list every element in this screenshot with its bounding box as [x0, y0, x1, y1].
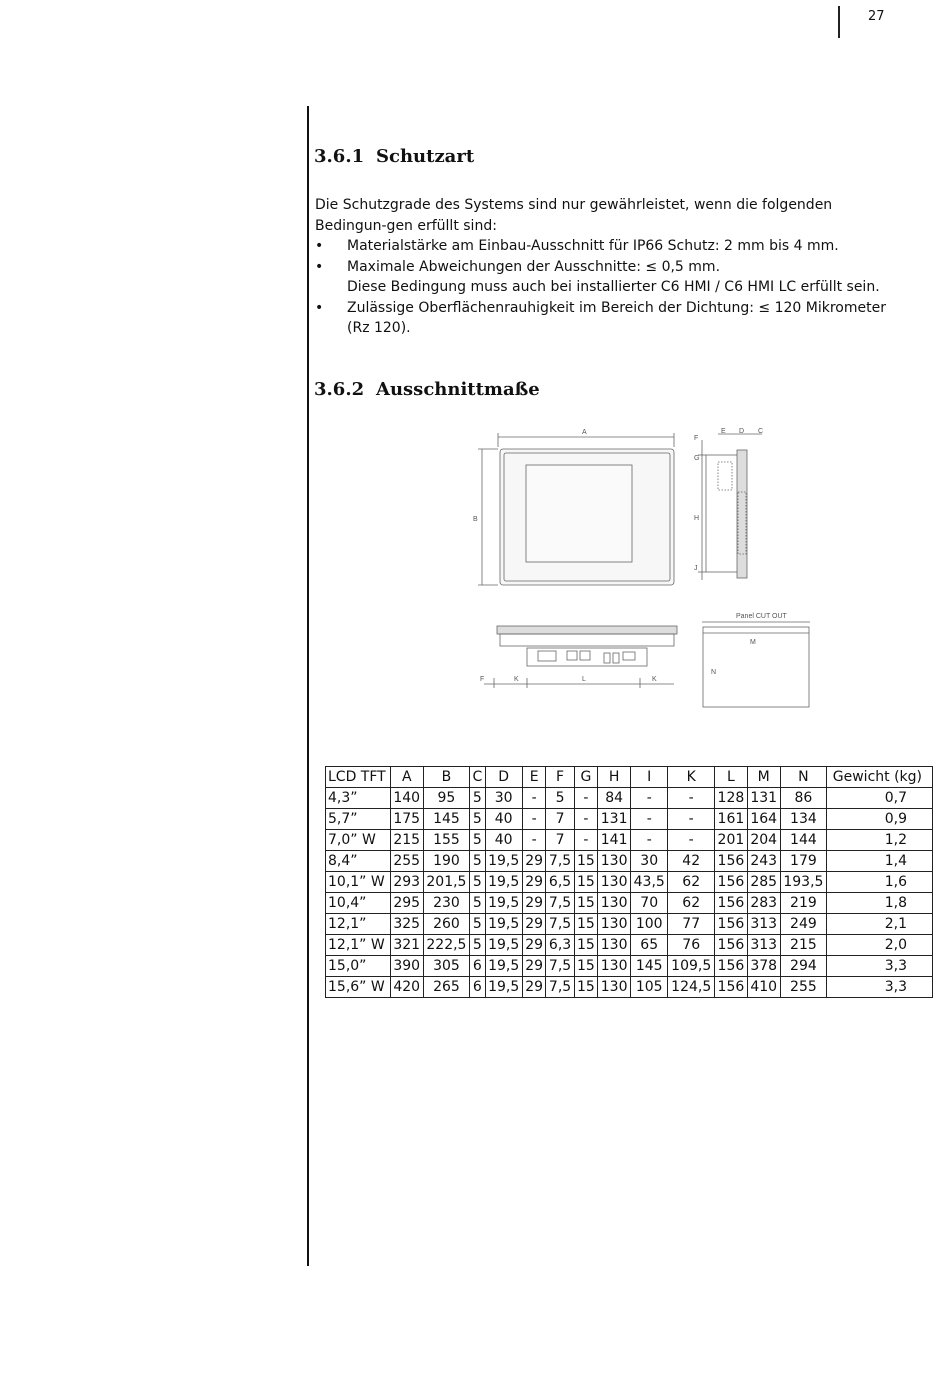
table-cell: 29: [522, 914, 546, 935]
section-title: Ausschnittmaße: [376, 379, 540, 400]
table-cell: 29: [522, 851, 546, 872]
table-cell: 156: [715, 977, 748, 998]
column-header: B: [423, 767, 470, 788]
column-header: L: [715, 767, 748, 788]
column-header: M: [747, 767, 780, 788]
table-row: [326, 788, 933, 809]
table-row: [326, 956, 933, 977]
table-cell: 313: [747, 914, 780, 935]
table-cell: 2,0: [827, 935, 933, 956]
cutout-title: Panel CUT OUT: [736, 613, 787, 620]
dimension-label-m: M: [750, 639, 756, 646]
table-header-row: [326, 767, 933, 788]
table-cell: 6,5: [546, 872, 574, 893]
column-header: K: [668, 767, 715, 788]
table-cell: -: [668, 788, 715, 809]
table-cell: 6,3: [546, 935, 574, 956]
table-cell: 15: [574, 851, 598, 872]
table-cell: -: [574, 809, 598, 830]
table-cell: 12,1”: [326, 914, 391, 935]
table-row: [326, 830, 933, 851]
table-cell: 130: [598, 893, 631, 914]
table-cell: 4,3”: [326, 788, 391, 809]
table-cell: 161: [715, 809, 748, 830]
column-header: D: [485, 767, 522, 788]
column-header: F: [546, 767, 574, 788]
table-cell: 294: [780, 956, 827, 977]
table-cell: 243: [747, 851, 780, 872]
table-cell: 10,4”: [326, 893, 391, 914]
table-row: [326, 872, 933, 893]
table-cell: 5: [470, 914, 485, 935]
table-cell: 128: [715, 788, 748, 809]
header-divider: [838, 6, 840, 38]
table-cell: 62: [668, 893, 715, 914]
table-cell: -: [631, 809, 668, 830]
table-cell: 62: [668, 872, 715, 893]
table-cell: 145: [631, 956, 668, 977]
table-cell: 15,6” W: [326, 977, 391, 998]
table-cell: 390: [390, 956, 423, 977]
column-header: E: [522, 767, 546, 788]
table-cell: 30: [631, 851, 668, 872]
dimension-label-h: H: [694, 515, 700, 522]
table-cell: 19,5: [485, 977, 522, 998]
table-cell: 65: [631, 935, 668, 956]
table-cell: 131: [747, 788, 780, 809]
dimensions-table: [325, 766, 933, 998]
table-cell: 156: [715, 956, 748, 977]
table-cell: 1,2: [827, 830, 933, 851]
table-cell: 145: [423, 809, 470, 830]
dimension-label-a: A: [582, 429, 587, 436]
bullet-item: • Materialstärke am Einbau-Ausschnitt für IP66 Schutz: 2 mm bis 4 mm.: [315, 236, 890, 257]
table-body: [326, 788, 933, 998]
table-cell: 260: [423, 914, 470, 935]
table-cell: -: [631, 788, 668, 809]
table-cell: 156: [715, 914, 748, 935]
table-cell: 29: [522, 977, 546, 998]
dimension-drawing: [470, 422, 815, 714]
dimension-label-c: C: [758, 428, 764, 435]
table-cell: 8,4”: [326, 851, 391, 872]
table-cell: 70: [631, 893, 668, 914]
dimension-label-d: D: [739, 428, 745, 435]
table-cell: 141: [598, 830, 631, 851]
table-cell: 255: [390, 851, 423, 872]
table-cell: 7: [546, 830, 574, 851]
table-cell: 3,3: [827, 956, 933, 977]
table-cell: 155: [423, 830, 470, 851]
table-cell: 109,5: [668, 956, 715, 977]
dimension-label-e: E: [721, 428, 726, 435]
table-cell: 378: [747, 956, 780, 977]
section-title: Schutzart: [376, 146, 475, 167]
table-cell: 295: [390, 893, 423, 914]
table-cell: 3,3: [827, 977, 933, 998]
dimension-label-g: G: [694, 455, 700, 462]
table-cell: 19,5: [485, 914, 522, 935]
table-cell: 325: [390, 914, 423, 935]
table-cell: 7,5: [546, 851, 574, 872]
table-cell: 215: [390, 830, 423, 851]
table-cell: 201: [715, 830, 748, 851]
dimension-label-f-bottom: F: [480, 676, 485, 683]
table-cell: 156: [715, 851, 748, 872]
table-cell: 6: [470, 956, 485, 977]
table-cell: 0,7: [827, 788, 933, 809]
table-cell: 19,5: [485, 872, 522, 893]
table-cell: 84: [598, 788, 631, 809]
table-cell: 230: [423, 893, 470, 914]
table-cell: 86: [780, 788, 827, 809]
table-cell: 175: [390, 809, 423, 830]
schutzart-body: [315, 195, 890, 339]
table-cell: 156: [715, 935, 748, 956]
table-cell: 140: [390, 788, 423, 809]
table-cell: 285: [747, 872, 780, 893]
bullet-text: Maximale Abweichungen der Ausschnitte: ≤ 0,5 mm.: [347, 258, 721, 275]
table-cell: -: [668, 830, 715, 851]
table-cell: 15: [574, 977, 598, 998]
table-cell: 19,5: [485, 851, 522, 872]
dimension-label-k: K: [514, 676, 519, 683]
table-cell: 420: [390, 977, 423, 998]
dimension-label-j: J: [694, 565, 698, 572]
table-cell: 130: [598, 851, 631, 872]
table-cell: 283: [747, 893, 780, 914]
table-cell: 156: [715, 872, 748, 893]
table-cell: 7,0” W: [326, 830, 391, 851]
table-cell: 222,5: [423, 935, 470, 956]
table-cell: 15: [574, 893, 598, 914]
bullet-continuation: Diese Bedingung muss auch bei installierter C6 HMI / C6 HMI LC erfüllt sein.: [347, 279, 880, 295]
table-cell: 43,5: [631, 872, 668, 893]
table-cell: 42: [668, 851, 715, 872]
dimension-label-b: B: [473, 516, 478, 523]
table-cell: 410: [747, 977, 780, 998]
table-cell: 144: [780, 830, 827, 851]
table-cell: 40: [485, 809, 522, 830]
table-cell: 130: [598, 935, 631, 956]
table-cell: 131: [598, 809, 631, 830]
column-header: C: [470, 767, 485, 788]
column-header: I: [631, 767, 668, 788]
table-cell: 29: [522, 872, 546, 893]
table-cell: 130: [598, 914, 631, 935]
table-row: [326, 977, 933, 998]
table-cell: 29: [522, 956, 546, 977]
front-view: [478, 433, 674, 585]
table-cell: 249: [780, 914, 827, 935]
column-header: A: [390, 767, 423, 788]
table-cell: -: [631, 830, 668, 851]
table-cell: 0,9: [827, 809, 933, 830]
column-header: N: [780, 767, 827, 788]
table-cell: 19,5: [485, 956, 522, 977]
table-cell: 5: [470, 893, 485, 914]
table-cell: -: [522, 830, 546, 851]
table-cell: 5: [470, 872, 485, 893]
table-cell: 7,5: [546, 914, 574, 935]
table-cell: 29: [522, 893, 546, 914]
table-cell: 124,5: [668, 977, 715, 998]
table-row: [326, 809, 933, 830]
table-cell: 1,6: [827, 872, 933, 893]
table-cell: 40: [485, 830, 522, 851]
table-row: [326, 851, 933, 872]
table-cell: 179: [780, 851, 827, 872]
section-number: 3.6.2: [314, 379, 365, 400]
cutout-view: [702, 622, 810, 707]
table-cell: 15: [574, 872, 598, 893]
table-cell: 5: [470, 851, 485, 872]
table-cell: 190: [423, 851, 470, 872]
table-cell: 156: [715, 893, 748, 914]
table-cell: 5: [470, 788, 485, 809]
table-cell: 265: [423, 977, 470, 998]
table-cell: -: [522, 788, 546, 809]
table-row: [326, 935, 933, 956]
column-header: LCD TFT: [326, 767, 391, 788]
table-cell: 5: [546, 788, 574, 809]
table-cell: -: [574, 830, 598, 851]
bullet-item: [315, 257, 890, 298]
table-cell: 305: [423, 956, 470, 977]
table-cell: 19,5: [485, 935, 522, 956]
table-cell: 15,0”: [326, 956, 391, 977]
table-cell: 15: [574, 914, 598, 935]
table-cell: 105: [631, 977, 668, 998]
column-header: Gewicht (kg): [827, 767, 933, 788]
table-cell: 15: [574, 935, 598, 956]
table-cell: 15: [574, 956, 598, 977]
column-header: G: [574, 767, 598, 788]
table-cell: 321: [390, 935, 423, 956]
table-cell: 130: [598, 956, 631, 977]
bottom-view: [484, 626, 677, 688]
table-cell: -: [574, 788, 598, 809]
table-cell: 293: [390, 872, 423, 893]
table-cell: 313: [747, 935, 780, 956]
table-cell: 7,5: [546, 977, 574, 998]
table-cell: 219: [780, 893, 827, 914]
table-cell: -: [668, 809, 715, 830]
table-cell: 7,5: [546, 893, 574, 914]
section-number: 3.6.1: [314, 146, 365, 167]
table-row: [326, 914, 933, 935]
table-cell: 1,8: [827, 893, 933, 914]
table-cell: 130: [598, 872, 631, 893]
dimension-label-f: F: [694, 435, 699, 442]
table-cell: 215: [780, 935, 827, 956]
table-cell: 164: [747, 809, 780, 830]
table-cell: 30: [485, 788, 522, 809]
table-cell: 76: [668, 935, 715, 956]
table-cell: 255: [780, 977, 827, 998]
column-header: H: [598, 767, 631, 788]
table-cell: 7,5: [546, 956, 574, 977]
table-cell: 19,5: [485, 893, 522, 914]
section-heading-schutzart: [314, 146, 474, 167]
table-cell: -: [522, 809, 546, 830]
table-cell: 193,5: [780, 872, 827, 893]
table-cell: 6: [470, 977, 485, 998]
table-cell: 100: [631, 914, 668, 935]
page-number: 27: [868, 9, 885, 24]
dimension-label-k-right: K: [652, 676, 657, 683]
dimension-label-n: N: [711, 669, 717, 676]
table-cell: 12,1” W: [326, 935, 391, 956]
table-cell: 1,4: [827, 851, 933, 872]
table-cell: 201,5: [423, 872, 470, 893]
table-cell: 5: [470, 935, 485, 956]
section-heading-ausschnittmasse: [314, 379, 540, 400]
table-cell: 95: [423, 788, 470, 809]
table-cell: 130: [598, 977, 631, 998]
table-cell: 134: [780, 809, 827, 830]
table-cell: 77: [668, 914, 715, 935]
table-cell: 5: [470, 809, 485, 830]
dimension-label-l: L: [582, 676, 586, 683]
table-row: [326, 893, 933, 914]
side-view: [698, 434, 762, 580]
table-cell: 7: [546, 809, 574, 830]
table-cell: 2,1: [827, 914, 933, 935]
table-cell: 10,1” W: [326, 872, 391, 893]
table-cell: 29: [522, 935, 546, 956]
margin-rule: [307, 106, 309, 1266]
table-cell: 5,7”: [326, 809, 391, 830]
table-cell: 204: [747, 830, 780, 851]
table-cell: 5: [470, 830, 485, 851]
intro-paragraph: Die Schutzgrade des Systems sind nur gewährleistet, wenn die folgenden Bedingun-gen erfüllt sind:: [315, 197, 833, 234]
bullet-item: • Zulässige Oberflächenrauhigkeit im Bereich der Dichtung: ≤ 120 Mikrometer (Rz 120).: [315, 298, 890, 339]
